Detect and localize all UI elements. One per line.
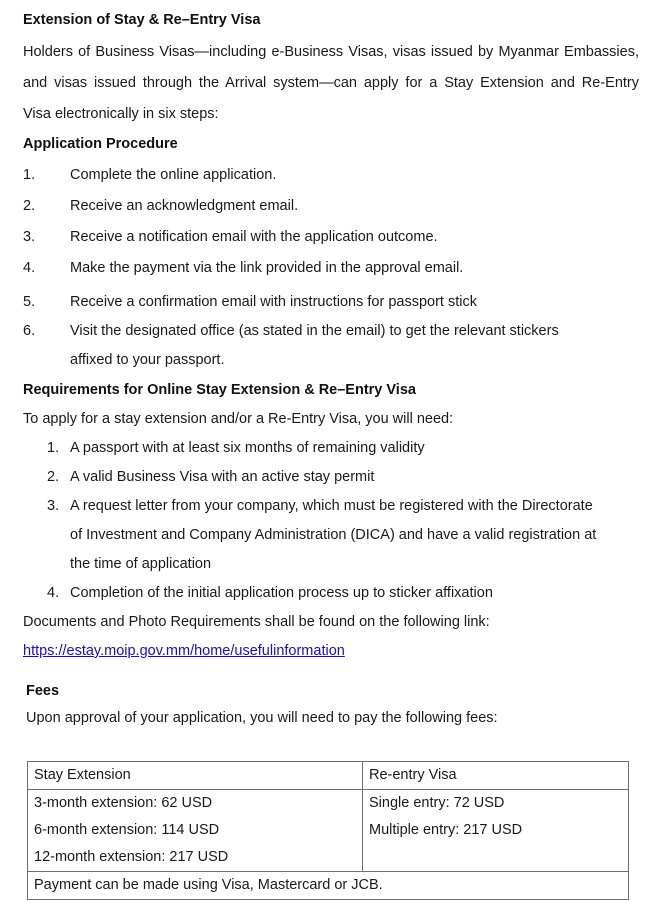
step-number: 4. (23, 260, 36, 276)
documents-note: Documents and Photo Requirements shall be found on the following link: (23, 614, 490, 630)
payment-methods-note: Payment can be made using Visa, Mastercard or JCB. (28, 872, 629, 900)
fees-heading: Fees (26, 683, 60, 699)
intro-line-1: Holders of Business Visas—including e-Business Visas, visas issued by Myanmar Embassies, (23, 44, 639, 60)
fee-single-entry: Single entry: 72 USD (369, 795, 505, 811)
header-reentry-visa: Re-entry Visa (363, 762, 629, 790)
fee-3-month: 3-month extension: 62 USD (34, 795, 213, 811)
requirement-text: A valid Business Visa with an active stay permit (70, 469, 375, 485)
page-title: Extension of Stay & Re–Entry Visa (23, 12, 261, 28)
requirement-text-continued: of Investment and Company Administration (DICA) and have a valid registration at (70, 527, 597, 543)
step-text: Receive a notification email with the application outcome. (70, 229, 438, 245)
step-number: 5. (23, 294, 36, 310)
step-text: Visit the designated office (as stated in the email) to get the relevant stickers (70, 323, 559, 339)
requirement-text: Completion of the initial application process up to sticker affixation (70, 585, 493, 601)
step-text: Make the payment via the link provided in the approval email. (70, 260, 464, 276)
header-stay-extension: Stay Extension (28, 762, 363, 790)
requirement-number: 4. (47, 585, 60, 601)
requirement-text-continued: the time of application (70, 556, 212, 572)
fees-table-row (28, 790, 629, 872)
reentry-visa-fees (363, 790, 629, 872)
step-number: 6. (23, 323, 36, 339)
step-text: Complete the online application. (70, 167, 277, 183)
fee-multiple-entry: Multiple entry: 217 USD (369, 822, 523, 838)
fees-table-footer-row (28, 872, 629, 900)
requirement-number: 1. (47, 440, 60, 456)
procedure-heading: Application Procedure (23, 136, 178, 152)
step-text: Receive a confirmation email with instructions for passport stick (70, 294, 477, 310)
step-text-continued: affixed to your passport. (70, 352, 225, 368)
fees-table-header-row (28, 762, 629, 790)
useful-information-link[interactable]: https://estay.moip.gov.mm/home/usefulinformation (23, 643, 345, 659)
step-number: 3. (23, 229, 36, 245)
fees-intro: Upon approval of your application, you will need to pay the following fees: (26, 710, 498, 726)
intro-line-3: Visa electronically in six steps: (23, 106, 219, 122)
intro-line-2: and visas issued through the Arrival system—can apply for a Stay Extension and Re-Entry (23, 75, 639, 91)
requirement-number: 2. (47, 469, 60, 485)
fees-table (27, 761, 629, 900)
fee-6-month: 6-month extension: 114 USD (34, 822, 220, 838)
requirements-intro: To apply for a stay extension and/or a Re-Entry Visa, you will need: (23, 411, 454, 427)
step-text: Receive an acknowledgment email. (70, 198, 299, 214)
requirement-number: 3. (47, 498, 60, 514)
step-number: 2. (23, 198, 36, 214)
requirements-heading: Requirements for Online Stay Extension & Re–Entry Visa (23, 382, 416, 398)
fee-12-month: 12-month extension: 217 USD (34, 849, 229, 865)
requirement-text: A request letter from your company, which must be registered with the Directorate (70, 498, 593, 514)
stay-extension-fees (28, 790, 363, 872)
requirement-text: A passport with at least six months of remaining validity (70, 440, 425, 456)
step-number: 1. (23, 167, 36, 183)
